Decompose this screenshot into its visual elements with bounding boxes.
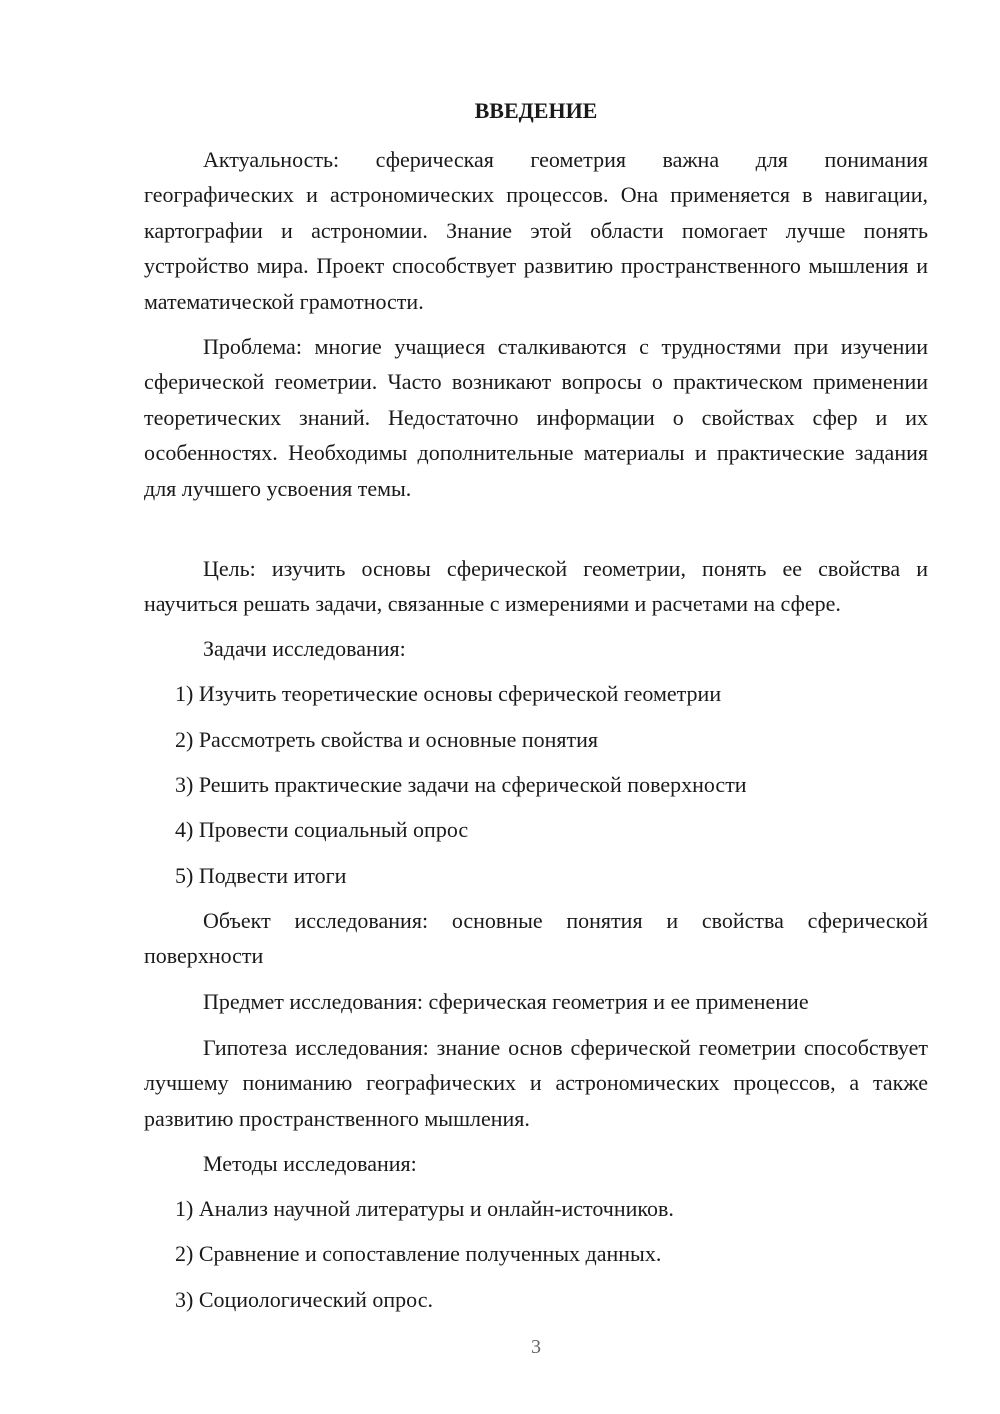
goal-paragraph: Цель: изучить основы сферической геометрии, понять ее свойства и научиться решать задачи, связанные с измерениями и расчетами на сфере. [144,556,928,617]
method-item-3: 3) Социологический опрос. [175,1287,433,1312]
method-item-2: 2) Сравнение и сопоставление полученных данных. [175,1241,662,1266]
method-item-1: 1) Анализ научной литературы и онлайн-источников. [175,1196,674,1221]
relevance-paragraph: Актуальность: сферическая геометрия важна для понимания географических и астрономических процессов. Она применяется в навигации, картографии и астрономии. Знание этой области помогает лучше понять устройство мира. Проект способствует развитию пространственного мышления и математической грамотности. [144,147,928,314]
problem-paragraph: Проблема: многие учащиеся сталкиваются с трудностями при изучении сферической геометрии. Часто возникают вопросы о практическом применении теоретических знаний. Недостаточно информации о свойствах сфер и их особенностях. Необходимы дополнительные материалы и практические задания для лучшего усвоения темы. [144,334,928,501]
methods-heading: Методы исследования: [203,1151,417,1176]
task-item-2: 2) Рассмотреть свойства и основные понятия [175,727,599,752]
subject-paragraph: Предмет исследования: сферическая геометрия и ее применение [203,989,809,1014]
task-item-4: 4) Провести социальный опрос [175,817,469,842]
tasks-heading: Задачи исследования: [203,636,406,661]
task-item-5: 5) Подвести итоги [175,863,347,888]
hypothesis-paragraph: Гипотеза исследования: знание основ сферической геометрии способствует лучшему пониманию географических и астрономических процессов, а также развитию пространственного мышления. [144,1035,928,1131]
object-paragraph: Объект исследования: основные понятия и свойства сферической поверхности [144,908,928,969]
task-item-1: 1) Изучить теоретические основы сферической геометрии [175,681,722,706]
task-item-3: 3) Решить практические задачи на сферической поверхности [175,772,747,797]
page-number: 3 [531,1336,541,1358]
page-title: ВВЕДЕНИЕ [474,98,598,123]
